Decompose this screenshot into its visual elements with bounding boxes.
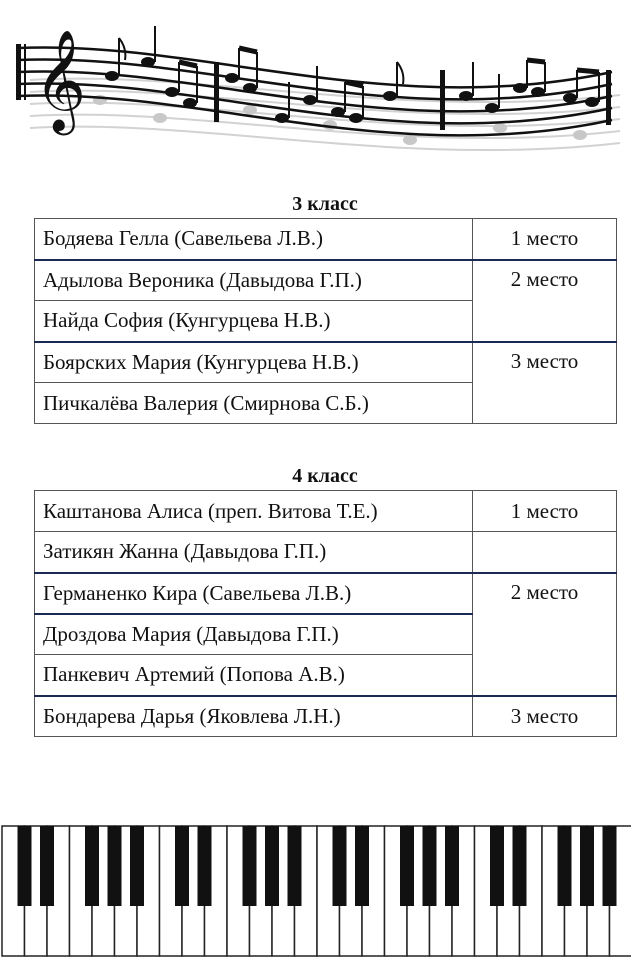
table-row — [35, 532, 617, 573]
music-staff-banner — [0, 0, 631, 170]
participant-name: Бодяева Гелла (Савельева Л.В.) — [35, 219, 473, 260]
place-cell: 2 место — [473, 260, 617, 342]
participant-name: Бондарева Дарья (Яковлева Л.Н.) — [35, 696, 473, 737]
participant-name: Дроздова Мария (Давыдова Г.П.) — [35, 614, 473, 655]
svg-text:𝄞: 𝄞 — [34, 28, 87, 131]
place-cell: 2 место — [473, 573, 617, 696]
participant-name: Затикян Жанна (Давыдова Г.П.) — [35, 532, 473, 573]
table-row — [35, 491, 617, 532]
piano-keyboard — [0, 812, 631, 960]
black-key — [490, 826, 504, 906]
section-title-grade3: 3 класс — [292, 193, 358, 215]
table-row — [35, 342, 617, 383]
black-key — [198, 826, 212, 906]
participant-name: Каштанова Алиса (преп. Витова Т.Е.) — [35, 491, 473, 532]
place-cell — [473, 532, 617, 573]
table-row — [35, 573, 617, 614]
black-key — [288, 826, 302, 906]
table-row — [35, 219, 617, 260]
black-key — [580, 826, 594, 906]
participant-name: Боярских Мария (Кунгурцева Н.В.) — [35, 342, 473, 383]
black-key — [558, 826, 572, 906]
black-key — [40, 826, 54, 906]
participant-name: Панкевич Артемий (Попова А.В.) — [35, 655, 473, 696]
black-key — [130, 826, 144, 906]
black-key — [108, 826, 122, 906]
black-key — [265, 826, 279, 906]
black-key — [175, 826, 189, 906]
results-table-grade4 — [34, 490, 617, 737]
black-key — [355, 826, 369, 906]
black-key — [603, 826, 617, 906]
place-cell: 3 место — [473, 696, 617, 737]
black-key — [513, 826, 527, 906]
results-table-grade3 — [34, 218, 617, 424]
place-cell: 1 место — [473, 491, 617, 532]
black-key — [85, 826, 99, 906]
piano-keyboard-icon — [2, 826, 631, 956]
participant-name: Пичкалёва Валерия (Смирнова С.Б.) — [35, 383, 473, 424]
music-staff-notes-icon — [16, 26, 620, 150]
participant-name: Адылова Вероника (Давыдова Г.П.) — [35, 260, 473, 301]
black-key — [400, 826, 414, 906]
black-key — [333, 826, 347, 906]
table-row — [35, 696, 617, 737]
participant-name: Германенко Кира (Савельева Л.В.) — [35, 573, 473, 614]
black-key — [445, 826, 459, 906]
section-title-grade4: 4 класс — [292, 465, 358, 487]
place-cell: 1 место — [473, 219, 617, 260]
table-row — [35, 260, 617, 301]
black-key — [18, 826, 32, 906]
black-key — [423, 826, 437, 906]
participant-name: Найда София (Кунгурцева Н.В.) — [35, 301, 473, 342]
place-cell: 3 место — [473, 342, 617, 424]
black-key — [243, 826, 257, 906]
